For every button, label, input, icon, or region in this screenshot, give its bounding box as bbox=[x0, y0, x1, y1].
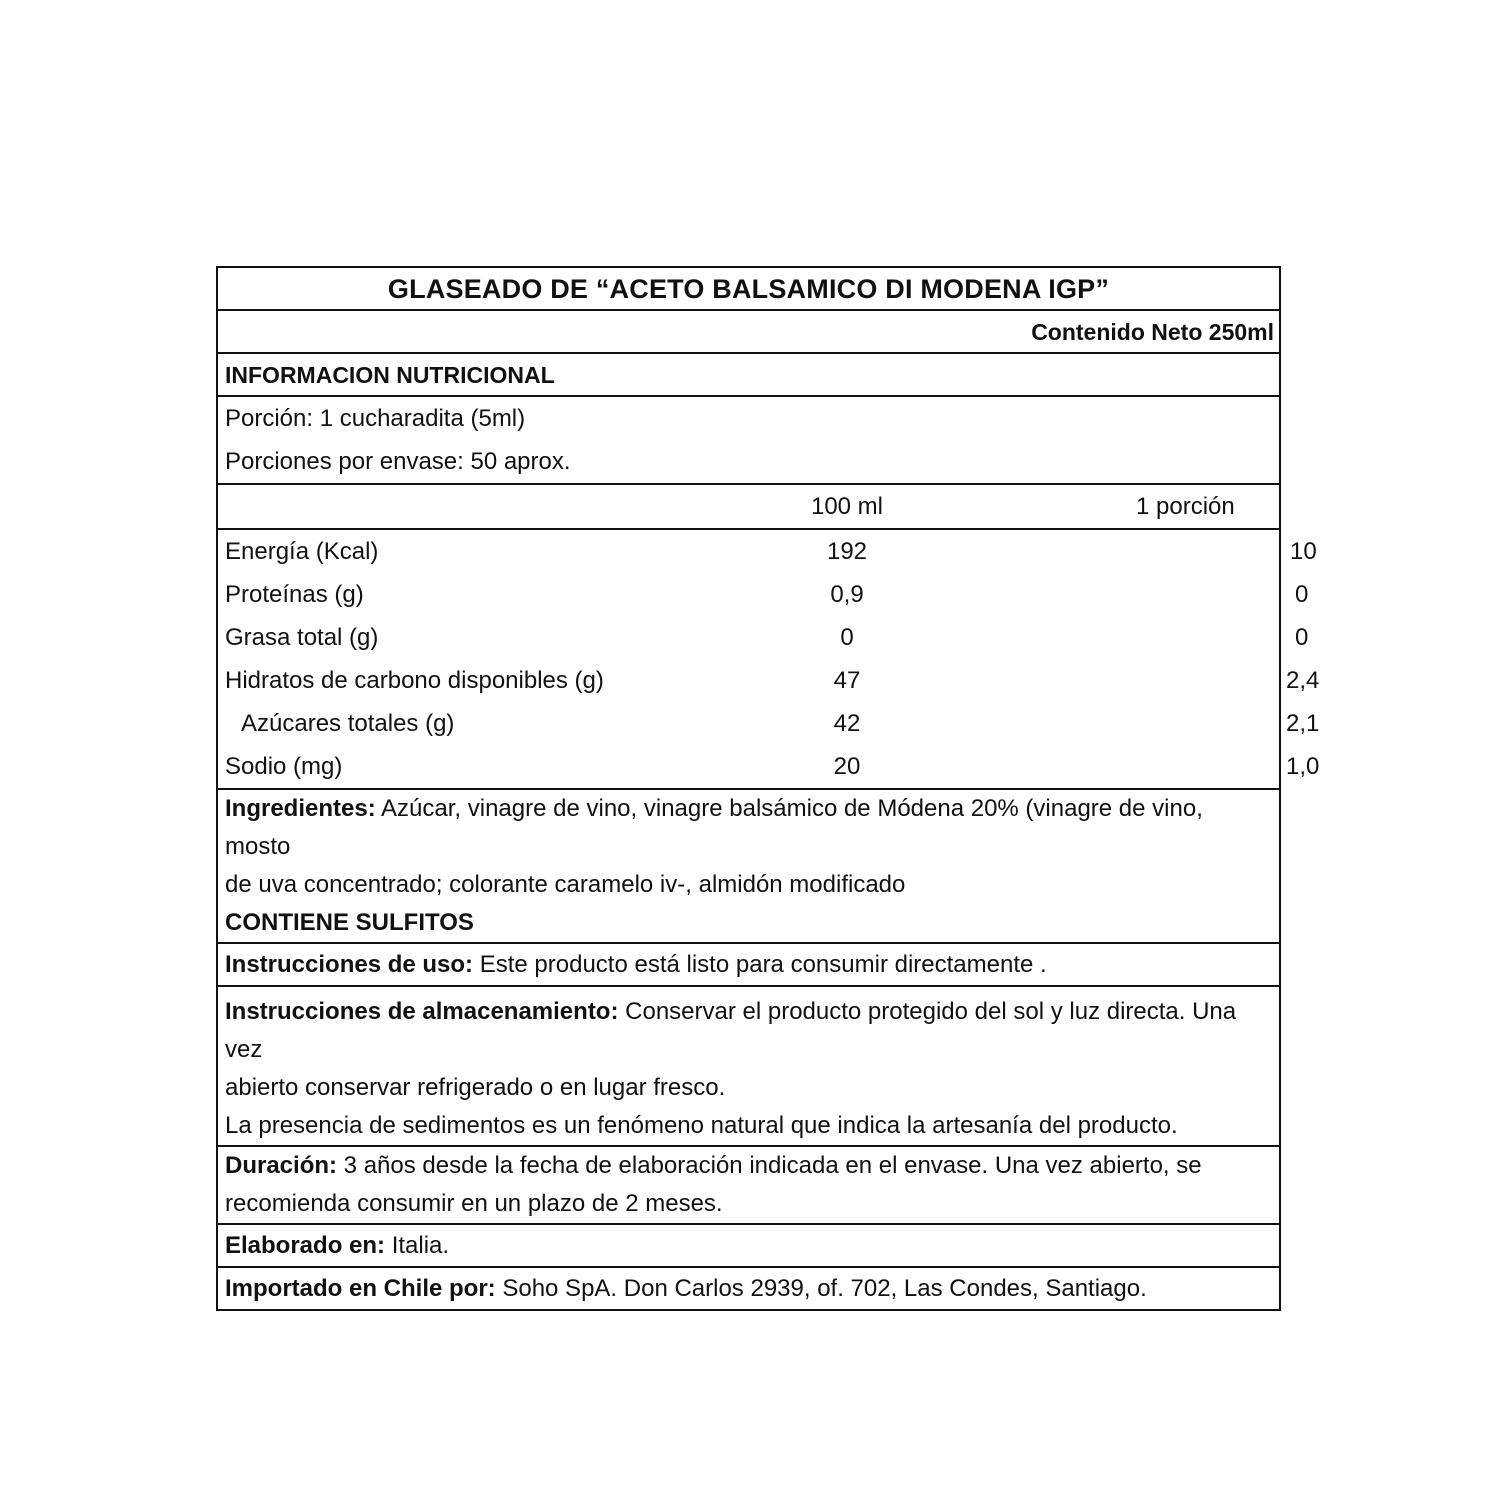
ingredients-line-1 bbox=[225, 790, 1272, 866]
nutrient-per-100: 192 bbox=[826, 538, 868, 565]
nutrient-name: Proteínas (g) bbox=[225, 581, 364, 608]
storage-section bbox=[218, 987, 1279, 1147]
net-content: Contenido Neto 250ml bbox=[218, 311, 1279, 354]
nutrient-table bbox=[218, 530, 1320, 790]
storage-label: Instrucciones de almacenamiento: bbox=[225, 998, 619, 1025]
imported-by-label: Importado en Chile por: bbox=[225, 1275, 496, 1302]
ingredients-label: Ingredientes: bbox=[225, 795, 376, 822]
nutrient-name: Sodio (mg) bbox=[225, 753, 343, 780]
duration-label: Duración: bbox=[225, 1152, 338, 1179]
nutrient-per-serving: 2,1 bbox=[1286, 710, 1320, 737]
usage-label: Instrucciones de uso: bbox=[225, 951, 474, 978]
nutrient-per-serving: 2,4 bbox=[1286, 667, 1320, 694]
nutrient-per-100: 47 bbox=[833, 667, 861, 694]
ingredients-section bbox=[218, 790, 1279, 944]
column-header-per-100: 100 ml bbox=[810, 493, 884, 520]
nutrient-per-100: 42 bbox=[833, 710, 861, 737]
usage-text: Este producto está listo para consumir directamente . bbox=[473, 951, 1047, 978]
nutrition-label bbox=[216, 266, 1320, 1311]
imported-by-text: Soho SpA. Don Carlos 2939, of. 702, Las Condes, Santiago. bbox=[495, 1275, 1147, 1302]
contains-sulfites: CONTIENE SULFITOS bbox=[225, 909, 474, 936]
nutrient-name: Azúcares totales (g) bbox=[241, 710, 455, 737]
duration-section bbox=[218, 1147, 1279, 1225]
duration-text-1: 3 años desde la fecha de elaboración indicada en el envase. Una vez abierto, se bbox=[337, 1152, 1202, 1179]
nutrient-per-100: 0,9 bbox=[830, 581, 864, 608]
nutrient-name: Hidratos de carbono disponibles (g) bbox=[225, 667, 604, 694]
storage-text-2: abierto conservar refrigerado o en lugar fresco. bbox=[225, 1074, 726, 1101]
nutrient-per-100: 20 bbox=[833, 753, 861, 780]
table-row bbox=[218, 573, 1309, 616]
product-title: GLASEADO DE “ACETO BALSAMICO DI MODENA IGP” bbox=[218, 268, 1279, 311]
nutrient-per-serving: 0 bbox=[1295, 624, 1309, 651]
ingredients-text-1: Azúcar, vinagre de vino, vinagre balsámico de Módena 20% (vinagre de vino, mosto bbox=[225, 795, 1203, 860]
imported-by-section bbox=[218, 1268, 1279, 1309]
storage-line-1 bbox=[225, 993, 1272, 1069]
nutrition-header: INFORMACION NUTRICIONAL bbox=[218, 354, 1279, 397]
serving-size: Porción: 1 cucharadita (5ml) bbox=[225, 405, 526, 432]
made-in-label: Elaborado en: bbox=[225, 1232, 386, 1259]
made-in-text: Italia. bbox=[385, 1232, 450, 1259]
usage-section bbox=[218, 944, 1279, 987]
table-row bbox=[218, 702, 1320, 745]
made-in-section bbox=[218, 1225, 1279, 1268]
table-row bbox=[218, 659, 1320, 702]
column-header-per-serving: 1 porción bbox=[1136, 493, 1235, 520]
table-row bbox=[218, 616, 1309, 659]
nutrient-per-serving: 10 bbox=[1290, 538, 1317, 565]
storage-text-3: La presencia de sedimentos es un fenómeno natural que indica la artesanía del producto. bbox=[225, 1112, 1178, 1139]
nutrient-per-serving: 0 bbox=[1295, 581, 1309, 608]
storage-text-1: Conservar el producto protegido del sol y luz directa. Una vez bbox=[225, 998, 1237, 1063]
table-row bbox=[218, 530, 1317, 573]
servings-per-container: Porciones por envase: 50 aprox. bbox=[225, 448, 571, 475]
table-row bbox=[218, 745, 1320, 788]
duration-line-1 bbox=[225, 1147, 1272, 1185]
column-header-empty bbox=[218, 485, 648, 528]
duration-text-2: recomienda consumir en un plazo de 2 meses. bbox=[225, 1190, 723, 1217]
nutrient-per-100: 0 bbox=[840, 624, 854, 651]
nutrient-per-serving: 1,0 bbox=[1286, 753, 1320, 780]
nutrient-name: Grasa total (g) bbox=[225, 624, 379, 651]
serving-info bbox=[218, 397, 1279, 485]
ingredients-text-2: de uva concentrado; colorante caramelo iv-, almidón modificado bbox=[225, 871, 906, 898]
nutrient-name: Energía (Kcal) bbox=[225, 538, 379, 565]
nutrition-columns-header bbox=[218, 485, 1279, 530]
